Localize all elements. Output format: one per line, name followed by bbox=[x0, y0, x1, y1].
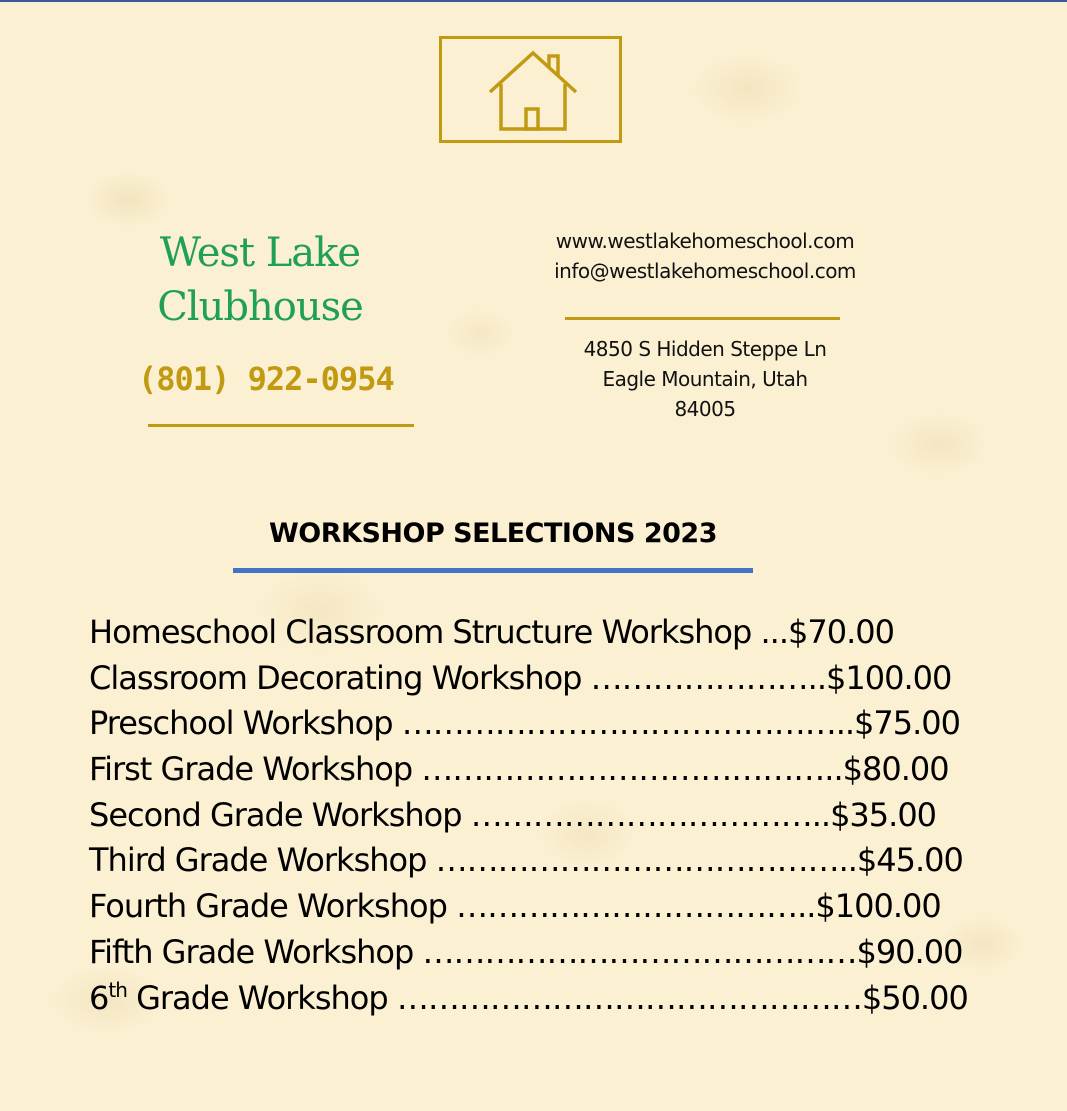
workshop-name: Third Grade Workshop bbox=[89, 841, 427, 880]
workshop-price: $75.00 bbox=[854, 704, 960, 743]
email: info@westlakehomeschool.com bbox=[554, 259, 856, 283]
workshop-item bbox=[89, 610, 949, 656]
workshop-ordinal: 6 bbox=[89, 978, 109, 1017]
workshop-price: $70.00 bbox=[788, 613, 894, 651]
workshop-item bbox=[89, 747, 949, 793]
workshop-price: $100.00 bbox=[815, 887, 941, 926]
address-street: 4850 S Hidden Steppe Ln bbox=[583, 337, 827, 361]
leader-dots: …………………………….. bbox=[461, 795, 831, 834]
leader-dots: ... bbox=[751, 613, 788, 651]
leader-dots: …………………………………… bbox=[413, 932, 857, 971]
ordinal-suffix: th bbox=[108, 977, 127, 1002]
workshop-item bbox=[89, 930, 963, 976]
workshop-item bbox=[89, 656, 952, 702]
club-name bbox=[110, 226, 410, 334]
website: www.westlakehomeschool.com bbox=[555, 229, 855, 253]
workshop-name: Classroom Decorating Workshop bbox=[89, 658, 582, 697]
logo bbox=[439, 36, 622, 143]
club-name-line2: Clubhouse bbox=[157, 284, 363, 330]
workshop-name: Fourth Grade Workshop bbox=[89, 887, 447, 926]
house-icon bbox=[488, 49, 578, 134]
workshop-name: Preschool Workshop bbox=[89, 704, 393, 743]
leader-dots: …………………………….. bbox=[446, 887, 816, 926]
workshop-item bbox=[89, 976, 968, 1022]
top-border bbox=[0, 0, 1067, 2]
phone-number: (801) 922-0954 bbox=[138, 360, 394, 398]
workshop-item bbox=[89, 884, 949, 930]
workshop-item bbox=[89, 838, 963, 884]
workshop-price: $45.00 bbox=[856, 841, 963, 880]
workshop-name: Grade Workshop bbox=[126, 978, 388, 1017]
leader-dots: ………………………………….. bbox=[426, 841, 857, 880]
workshop-price: $100.00 bbox=[826, 658, 952, 697]
workshop-list bbox=[89, 610, 968, 1021]
workshop-name: Fifth Grade Workshop bbox=[89, 932, 414, 971]
section-title: WORKSHOP SELECTIONS 2023 bbox=[269, 518, 717, 549]
workshop-item bbox=[89, 793, 949, 839]
address-zip: 84005 bbox=[674, 397, 736, 421]
section-underline bbox=[233, 568, 753, 573]
workshop-item bbox=[89, 701, 960, 747]
contact-divider bbox=[565, 317, 840, 320]
workshop-name: Second Grade Workshop bbox=[89, 795, 462, 834]
workshop-price: $50.00 bbox=[861, 978, 968, 1017]
leader-dots: ……………………………………… bbox=[387, 978, 862, 1017]
workshop-name: First Grade Workshop bbox=[89, 750, 413, 789]
phone-divider bbox=[148, 424, 414, 427]
workshop-price: $90.00 bbox=[856, 932, 963, 971]
leader-dots: ………………….. bbox=[581, 658, 826, 697]
leader-dots: …………………………………….. bbox=[392, 704, 855, 743]
address-city-state: Eagle Mountain, Utah bbox=[602, 367, 808, 391]
club-name-line1: West Lake bbox=[159, 230, 361, 276]
leader-dots: ………………………………….. bbox=[412, 750, 843, 789]
workshop-name: Homeschool Classroom Structure Workshop bbox=[89, 613, 752, 651]
workshop-price: $80.00 bbox=[842, 750, 949, 789]
workshop-price: $35.00 bbox=[830, 795, 937, 834]
